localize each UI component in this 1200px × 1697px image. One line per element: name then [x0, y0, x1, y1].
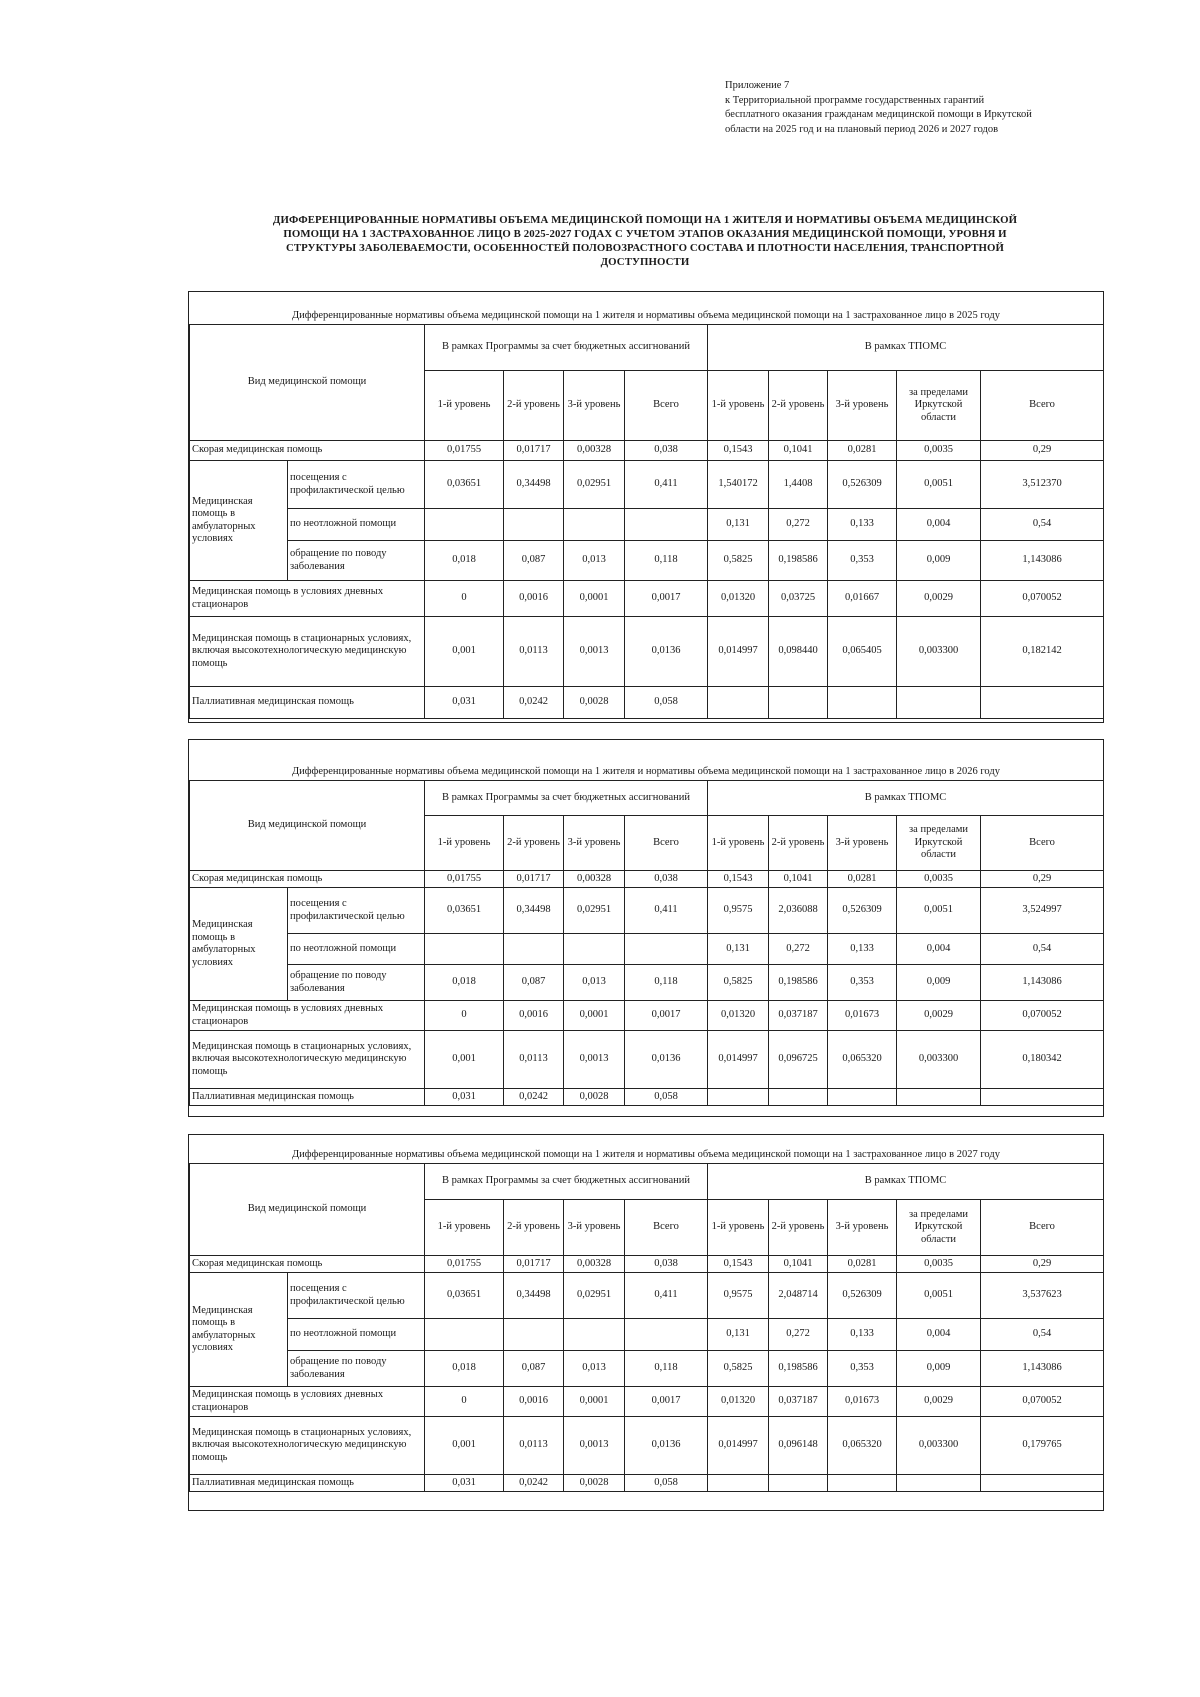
value-cell: 0,526309 [828, 461, 897, 509]
table-caption: Дифференцированные нормативы объема медицинской помощи на 1 жителя и нормативы объема медицинской помощи на 1 застрахованное лицо в 2025 году [292, 310, 1000, 321]
table-row [190, 617, 1104, 687]
value-cell: 0,0017 [625, 1001, 708, 1031]
row-label-visits-prof: посещения с профилактической целью [288, 888, 425, 934]
value-cell: 0,353 [828, 1351, 897, 1387]
table-row [190, 888, 1104, 934]
value-cell [564, 509, 625, 541]
value-cell: 0,070052 [981, 1001, 1104, 1031]
header-level-1: 1-й уровень [708, 1200, 769, 1256]
value-cell [708, 1475, 769, 1492]
value-cell: 0,29 [981, 871, 1104, 888]
value-cell [828, 1475, 897, 1492]
value-cell: 0,5825 [708, 541, 769, 581]
value-cell: 0,0113 [504, 1417, 564, 1475]
value-cell: 0,0016 [504, 581, 564, 617]
value-cell: 0,087 [504, 541, 564, 581]
header-level-3: 3-й уровень [564, 371, 625, 441]
value-cell: 0,00328 [564, 441, 625, 461]
value-cell [504, 934, 564, 965]
value-cell: 0 [425, 1387, 504, 1417]
value-cell: 0,54 [981, 934, 1104, 965]
header-level-2: 2-й уровень [769, 816, 828, 871]
header-level-3: 3-й уровень [828, 371, 897, 441]
value-cell: 0,01717 [504, 1256, 564, 1273]
title-line: ДИФФЕРЕНЦИРОВАННЫЕ НОРМАТИВЫ ОБЪЕМА МЕДИЦИНСКОЙ ПОМОЩИ НА 1 ЖИТЕЛЯ И НОРМАТИВЫ ОБЪЕМА МЕДИЦИНСКОЙ [272, 214, 1018, 226]
value-cell [769, 687, 828, 719]
table-row [190, 1475, 1104, 1492]
value-cell: 0,031 [425, 687, 504, 719]
header-vid: Вид медицинской помощи [190, 1164, 425, 1256]
value-cell: 0,001 [425, 1031, 504, 1089]
row-label-disease: обращение по поводу заболевания [288, 1351, 425, 1387]
value-cell [897, 1475, 981, 1492]
value-cell: 0,01320 [708, 581, 769, 617]
header-budget-group: В рамках Программы за счет бюджетных ассигнований [425, 781, 708, 816]
value-cell: 0,0242 [504, 1089, 564, 1106]
value-cell: 0,0113 [504, 1031, 564, 1089]
value-cell: 2,048714 [769, 1273, 828, 1319]
value-cell: 0,526309 [828, 888, 897, 934]
value-cell: 0,009 [897, 541, 981, 581]
title-line: СТРУКТУРЫ ЗАБОЛЕВАЕМОСТИ, ОСОБЕННОСТЕЙ ПОЛОВОЗРАСТНОГО СОСТАВА И ПЛОТНОСТИ НАСЕЛЕНИЯ, ТРАНСПОРТНОЙ [285, 242, 1005, 254]
value-cell: 0,001 [425, 1417, 504, 1475]
value-cell: 0,1041 [769, 871, 828, 888]
row-label-outpatient-group: Медицинская помощь в амбулаторных условиях [190, 461, 288, 581]
row-label-urgent: по неотложной помощи [288, 509, 425, 541]
value-cell: 0,0051 [897, 888, 981, 934]
table-row [190, 509, 1104, 541]
header-level-3: 3-й уровень [828, 816, 897, 871]
value-cell: 1,540172 [708, 461, 769, 509]
norms-block-2026 [188, 739, 1104, 1117]
value-cell: 0,01673 [828, 1001, 897, 1031]
value-cell [769, 1475, 828, 1492]
table-row [190, 871, 1104, 888]
value-cell: 0,54 [981, 509, 1104, 541]
value-cell: 0,0029 [897, 1387, 981, 1417]
header-oms-group: В рамках ТПОМС [708, 1164, 1104, 1200]
header-level-3: 3-й уровень [828, 1200, 897, 1256]
header-total: Всего [625, 1200, 708, 1256]
value-cell: 0,0016 [504, 1387, 564, 1417]
value-cell: 0 [425, 581, 504, 617]
row-label-ambulance: Скорая медицинская помощь [190, 441, 425, 461]
value-cell: 0,0001 [564, 1001, 625, 1031]
table-row [190, 1256, 1104, 1273]
header-total: Всего [981, 816, 1104, 871]
value-cell: 0,0001 [564, 1387, 625, 1417]
value-cell: 0,02951 [564, 461, 625, 509]
value-cell: 0,34498 [504, 888, 564, 934]
value-cell: 3,512370 [981, 461, 1104, 509]
header-total: Всего [981, 371, 1104, 441]
value-cell [897, 687, 981, 719]
value-cell: 0,118 [625, 541, 708, 581]
row-label-day-hospital: Медицинская помощь в условиях дневных стационаров [190, 1387, 425, 1417]
norms-block-2027 [188, 1134, 1104, 1511]
header-level-2: 2-й уровень [504, 816, 564, 871]
header-outside-region: за пределами Иркутской области [897, 371, 981, 441]
value-cell: 0,096148 [769, 1417, 828, 1475]
value-cell: 0,411 [625, 461, 708, 509]
value-cell: 0,00328 [564, 1256, 625, 1273]
header-total: Всего [625, 816, 708, 871]
value-cell: 0,070052 [981, 581, 1104, 617]
value-cell: 0,0017 [625, 1387, 708, 1417]
value-cell: 0,1041 [769, 441, 828, 461]
row-label-palliative: Паллиативная медицинская помощь [190, 1089, 425, 1106]
value-cell: 0,018 [425, 965, 504, 1001]
value-cell: 0,018 [425, 541, 504, 581]
value-cell [625, 509, 708, 541]
value-cell: 0,058 [625, 687, 708, 719]
value-cell: 0,198586 [769, 1351, 828, 1387]
value-cell: 0,096725 [769, 1031, 828, 1089]
value-cell [564, 934, 625, 965]
value-cell: 0,014997 [708, 1031, 769, 1089]
row-label-ambulance: Скорая медицинская помощь [190, 871, 425, 888]
value-cell: 0,182142 [981, 617, 1104, 687]
table-row [190, 1001, 1104, 1031]
value-cell [504, 1319, 564, 1351]
value-cell: 0,087 [504, 1351, 564, 1387]
value-cell: 0,02951 [564, 1273, 625, 1319]
value-cell: 0,180342 [981, 1031, 1104, 1089]
value-cell: 0,018 [425, 1351, 504, 1387]
header-outside-region: за пределами Иркутской области [897, 1200, 981, 1256]
value-cell: 0,070052 [981, 1387, 1104, 1417]
value-cell: 0,353 [828, 541, 897, 581]
value-cell: 0 [425, 1001, 504, 1031]
value-cell: 0,065405 [828, 617, 897, 687]
header-vid: Вид медицинской помощи [190, 325, 425, 441]
table-row [190, 1031, 1104, 1089]
value-cell: 0,065320 [828, 1031, 897, 1089]
value-cell [425, 509, 504, 541]
row-label-visits-prof: посещения с профилактической целью [288, 1273, 425, 1319]
value-cell: 0,0281 [828, 1256, 897, 1273]
value-cell: 0,038 [625, 1256, 708, 1273]
value-cell [425, 934, 504, 965]
value-cell: 0,098440 [769, 617, 828, 687]
value-cell: 0,00328 [564, 871, 625, 888]
title-line: ПОМОЩИ НА 1 ЗАСТРАХОВАННОЕ ЛИЦО В 2025-2027 ГОДАХ С УЧЕТОМ ЭТАПОВ ОКАЗАНИЯ МЕДИЦИНСКОЙ ПОМОЩИ, УРОВНЯ И [283, 228, 1007, 240]
value-cell: 0,004 [897, 1319, 981, 1351]
value-cell: 0,03651 [425, 888, 504, 934]
value-cell: 1,143086 [981, 965, 1104, 1001]
value-cell: 0,118 [625, 1351, 708, 1387]
value-cell: 0,013 [564, 1351, 625, 1387]
value-cell: 0,526309 [828, 1273, 897, 1319]
value-cell: 0,34498 [504, 1273, 564, 1319]
value-cell: 0,0136 [625, 1031, 708, 1089]
value-cell: 0,5825 [708, 965, 769, 1001]
header-level-2: 2-й уровень [769, 371, 828, 441]
table-caption: Дифференцированные нормативы объема медицинской помощи на 1 жителя и нормативы объема медицинской помощи на 1 застрахованное лицо в 2026 году [292, 766, 1000, 777]
value-cell: 1,4408 [769, 461, 828, 509]
value-cell [769, 1089, 828, 1106]
value-cell [564, 1319, 625, 1351]
value-cell: 0,01755 [425, 441, 504, 461]
value-cell: 3,524997 [981, 888, 1104, 934]
value-cell: 0,0136 [625, 1417, 708, 1475]
header-level-3: 3-й уровень [564, 1200, 625, 1256]
value-cell: 0,0028 [564, 1475, 625, 1492]
value-cell: 0,0029 [897, 1001, 981, 1031]
value-cell: 0,272 [769, 509, 828, 541]
header-total: Всего [625, 371, 708, 441]
value-cell: 0,29 [981, 1256, 1104, 1273]
value-cell: 0,411 [625, 1273, 708, 1319]
value-cell: 0,003300 [897, 1031, 981, 1089]
value-cell: 0,131 [708, 509, 769, 541]
header-level-2: 2-й уровень [504, 1200, 564, 1256]
value-cell: 0,013 [564, 541, 625, 581]
value-cell: 0,01717 [504, 441, 564, 461]
row-label-outpatient-group: Медицинская помощь в амбулаторных условиях [190, 888, 288, 1001]
appendix-line: бесплатного оказания гражданам медицинской помощи в Иркутской [725, 109, 1032, 120]
value-cell: 0,0035 [897, 441, 981, 461]
value-cell: 0,133 [828, 934, 897, 965]
value-cell: 0,1543 [708, 1256, 769, 1273]
table-row [190, 441, 1104, 461]
value-cell: 0,004 [897, 509, 981, 541]
header-vid: Вид медицинской помощи [190, 781, 425, 871]
value-cell: 0,01717 [504, 871, 564, 888]
row-label-inpatient: Медицинская помощь в стационарных условиях, включая высокотехнологическую медицинскую помощь [190, 1031, 425, 1089]
row-label-ambulance: Скорая медицинская помощь [190, 1256, 425, 1273]
table-row [190, 965, 1104, 1001]
value-cell: 0,037187 [769, 1001, 828, 1031]
header-oms-group: В рамках ТПОМС [708, 325, 1104, 371]
value-cell: 0,411 [625, 888, 708, 934]
value-cell: 0,131 [708, 1319, 769, 1351]
table-row [190, 461, 1104, 509]
value-cell: 0,0281 [828, 871, 897, 888]
appendix-note [725, 79, 1165, 137]
value-cell [981, 1475, 1104, 1492]
table-row [190, 1417, 1104, 1475]
value-cell: 0,179765 [981, 1417, 1104, 1475]
value-cell: 0,01673 [828, 1387, 897, 1417]
value-cell: 0,0017 [625, 581, 708, 617]
value-cell: 0,0013 [564, 1031, 625, 1089]
value-cell: 0,004 [897, 934, 981, 965]
value-cell: 0,01755 [425, 871, 504, 888]
header-level-1: 1-й уровень [425, 816, 504, 871]
value-cell: 0,01755 [425, 1256, 504, 1273]
row-label-outpatient-group: Медицинская помощь в амбулаторных условиях [190, 1273, 288, 1387]
table-row [190, 581, 1104, 617]
value-cell: 0,02951 [564, 888, 625, 934]
value-cell [828, 687, 897, 719]
row-label-visits-prof: посещения с профилактической целью [288, 461, 425, 509]
value-cell: 0,058 [625, 1089, 708, 1106]
value-cell: 0,0016 [504, 1001, 564, 1031]
value-cell: 0,0013 [564, 1417, 625, 1475]
norms-table-2025 [189, 324, 1104, 719]
value-cell: 2,036088 [769, 888, 828, 934]
value-cell [981, 687, 1104, 719]
header-level-1: 1-й уровень [708, 371, 769, 441]
value-cell [625, 1319, 708, 1351]
value-cell: 0,9575 [708, 1273, 769, 1319]
header-outside-region: за пределами Иркутской области [897, 816, 981, 871]
row-label-urgent: по неотложной помощи [288, 1319, 425, 1351]
value-cell: 0,272 [769, 934, 828, 965]
header-budget-group: В рамках Программы за счет бюджетных ассигнований [425, 325, 708, 371]
value-cell: 0,9575 [708, 888, 769, 934]
norms-block-2025 [188, 291, 1104, 723]
header-level-2: 2-й уровень [769, 1200, 828, 1256]
value-cell: 3,537623 [981, 1273, 1104, 1319]
table-row [190, 1089, 1104, 1106]
value-cell: 0,003300 [897, 617, 981, 687]
value-cell: 0,198586 [769, 541, 828, 581]
value-cell: 0,038 [625, 871, 708, 888]
value-cell: 0,001 [425, 617, 504, 687]
value-cell: 0,0029 [897, 581, 981, 617]
header-total: Всего [981, 1200, 1104, 1256]
table-row [190, 1319, 1104, 1351]
value-cell: 0,0035 [897, 871, 981, 888]
appendix-line: области на 2025 год и на плановый период 2026 и 2027 годов [725, 123, 999, 135]
row-label-inpatient: Медицинская помощь в стационарных условиях, включая высокотехнологическую медицинскую помощь [190, 1417, 425, 1475]
value-cell [981, 1089, 1104, 1106]
table-row [190, 1387, 1104, 1417]
value-cell: 0,0028 [564, 687, 625, 719]
value-cell: 0,01320 [708, 1001, 769, 1031]
value-cell [828, 1089, 897, 1106]
value-cell: 0,087 [504, 965, 564, 1001]
title-line: ДОСТУПНОСТИ [600, 256, 690, 268]
value-cell: 0,0051 [897, 1273, 981, 1319]
value-cell: 0,03651 [425, 461, 504, 509]
value-cell: 0,0013 [564, 617, 625, 687]
row-label-disease: обращение по поводу заболевания [288, 965, 425, 1001]
value-cell: 0,0051 [897, 461, 981, 509]
value-cell: 0,34498 [504, 461, 564, 509]
header-level-1: 1-й уровень [425, 1200, 504, 1256]
value-cell [897, 1089, 981, 1106]
value-cell: 0,0136 [625, 617, 708, 687]
value-cell: 0,54 [981, 1319, 1104, 1351]
value-cell: 0,014997 [708, 617, 769, 687]
value-cell: 0,0028 [564, 1089, 625, 1106]
row-label-palliative: Паллиативная медицинская помощь [190, 687, 425, 719]
value-cell: 0,133 [828, 1319, 897, 1351]
value-cell: 0,0035 [897, 1256, 981, 1273]
value-cell: 0,0242 [504, 687, 564, 719]
header-level-2: 2-й уровень [504, 371, 564, 441]
value-cell: 0,01320 [708, 1387, 769, 1417]
row-label-day-hospital: Медицинская помощь в условиях дневных стационаров [190, 581, 425, 617]
header-level-1: 1-й уровень [425, 371, 504, 441]
value-cell [625, 934, 708, 965]
value-cell: 0,198586 [769, 965, 828, 1001]
value-cell: 0,353 [828, 965, 897, 1001]
value-cell: 0,03651 [425, 1273, 504, 1319]
value-cell: 1,143086 [981, 1351, 1104, 1387]
value-cell: 0,272 [769, 1319, 828, 1351]
document-title [205, 213, 1085, 269]
value-cell: 0,0001 [564, 581, 625, 617]
value-cell: 0,013 [564, 965, 625, 1001]
value-cell: 0,131 [708, 934, 769, 965]
table-caption: Дифференцированные нормативы объема медицинской помощи на 1 жителя и нормативы объема медицинской помощи на 1 застрахованное лицо в 2027 году [292, 1149, 1000, 1160]
appendix-line: Приложение 7 [725, 80, 790, 91]
value-cell: 0,058 [625, 1475, 708, 1492]
value-cell: 0,03725 [769, 581, 828, 617]
value-cell: 0,014997 [708, 1417, 769, 1475]
table-row [190, 934, 1104, 965]
header-level-1: 1-й уровень [708, 816, 769, 871]
value-cell: 0,065320 [828, 1417, 897, 1475]
header-level-3: 3-й уровень [564, 816, 625, 871]
row-label-palliative: Паллиативная медицинская помощь [190, 1475, 425, 1492]
value-cell: 0,0113 [504, 617, 564, 687]
value-cell: 0,003300 [897, 1417, 981, 1475]
value-cell: 0,0242 [504, 1475, 564, 1492]
value-cell: 0,031 [425, 1475, 504, 1492]
value-cell: 0,118 [625, 965, 708, 1001]
value-cell [708, 1089, 769, 1106]
row-label-disease: обращение по поводу заболевания [288, 541, 425, 581]
value-cell: 0,037187 [769, 1387, 828, 1417]
value-cell: 0,009 [897, 965, 981, 1001]
value-cell: 0,031 [425, 1089, 504, 1106]
value-cell: 0,1543 [708, 441, 769, 461]
value-cell: 0,009 [897, 1351, 981, 1387]
row-label-day-hospital: Медицинская помощь в условиях дневных стационаров [190, 1001, 425, 1031]
value-cell: 0,29 [981, 441, 1104, 461]
appendix-line: к Территориальной программе государственных гарантий [725, 94, 985, 106]
value-cell: 0,1543 [708, 871, 769, 888]
table-row [190, 1351, 1104, 1387]
value-cell [708, 687, 769, 719]
value-cell [504, 509, 564, 541]
table-row [190, 541, 1104, 581]
value-cell: 0,01667 [828, 581, 897, 617]
value-cell: 0,038 [625, 441, 708, 461]
value-cell: 0,5825 [708, 1351, 769, 1387]
value-cell: 0,1041 [769, 1256, 828, 1273]
row-label-urgent: по неотложной помощи [288, 934, 425, 965]
value-cell: 0,133 [828, 509, 897, 541]
norms-table-2027 [189, 1163, 1104, 1492]
header-budget-group: В рамках Программы за счет бюджетных ассигнований [425, 1164, 708, 1200]
value-cell [425, 1319, 504, 1351]
value-cell: 0,0281 [828, 441, 897, 461]
header-oms-group: В рамках ТПОМС [708, 781, 1104, 816]
value-cell: 1,143086 [981, 541, 1104, 581]
table-row [190, 1273, 1104, 1319]
table-row [190, 687, 1104, 719]
norms-table-2026 [189, 780, 1104, 1106]
row-label-inpatient: Медицинская помощь в стационарных условиях, включая высокотехнологическую медицинскую помощь [190, 617, 425, 687]
